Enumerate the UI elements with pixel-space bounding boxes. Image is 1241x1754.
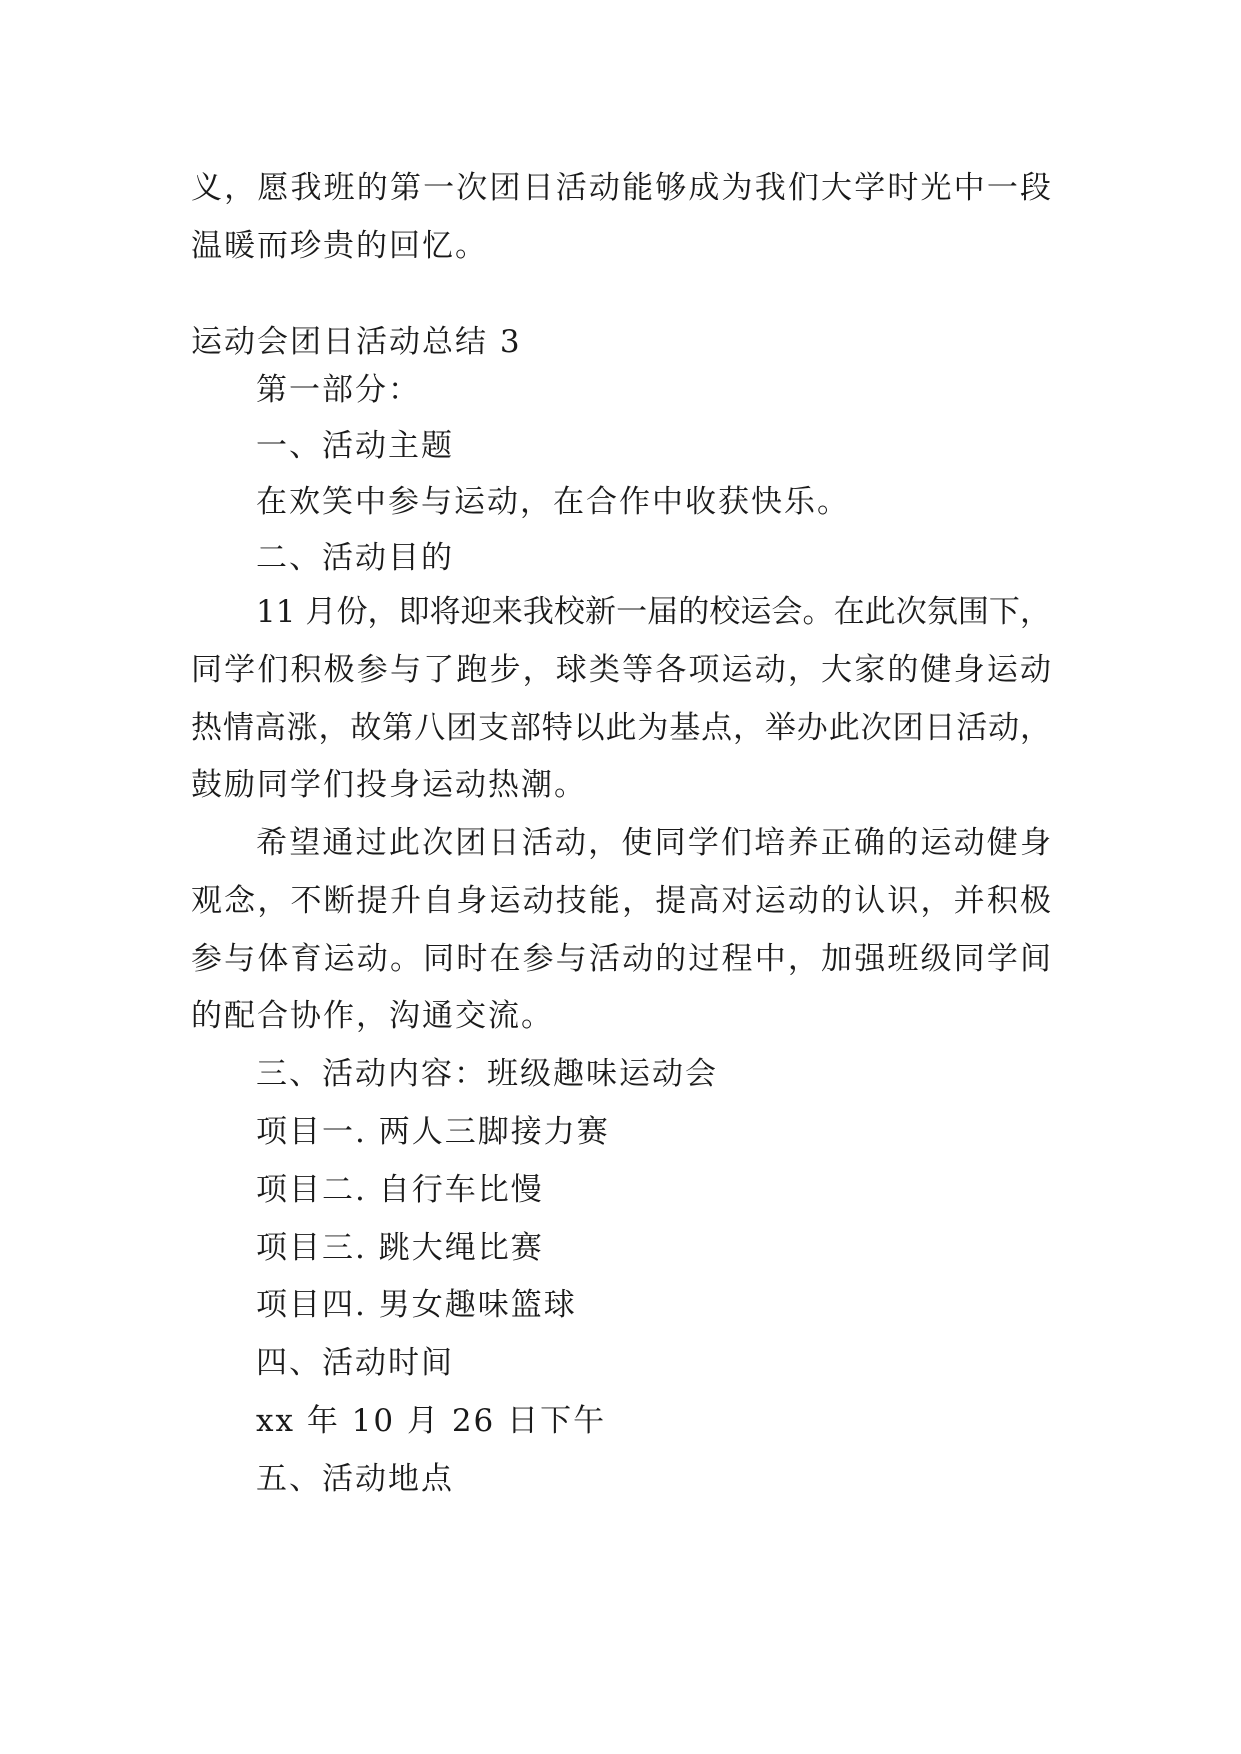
theme-heading: 一、活动主题 — [256, 428, 454, 464]
section-title: 运动会团日活动总结 3 — [191, 324, 522, 360]
purpose-paragraph-2-line-1: 希望通过此次团日活动，使同学们培养正确的运动健身 — [256, 825, 1051, 861]
purpose-heading: 二、活动目的 — [256, 540, 454, 576]
purpose-paragraph-1-line-2: 同学们积极参与了跑步，球类等各项运动，大家的健身运动 — [191, 652, 1051, 688]
continuation-line-2: 温暖而珍贵的回忆。 — [191, 228, 488, 264]
part-heading: 第一部分： — [256, 372, 421, 408]
purpose-paragraph-2-line-2: 观念，不断提升自身运动技能，提高对运动的认识，并积极 — [191, 883, 1051, 919]
theme-text: 在欢笑中参与运动，在合作中收获快乐。 — [256, 484, 850, 520]
purpose-paragraph-2-line-3: 参与体育运动。同时在参与活动的过程中，加强班级同学间 — [191, 941, 1051, 977]
item-4: 项目四. 男女趣味篮球 — [256, 1287, 577, 1323]
continuation-line-1: 义，愿我班的第一次团日活动能够成为我们大学时光中一段 — [191, 170, 1051, 206]
time-text: xx 年 10 月 26 日下午 — [256, 1403, 607, 1439]
content-heading: 三、活动内容：班级趣味运动会 — [256, 1056, 718, 1092]
item-1: 项目一. 两人三脚接力赛 — [256, 1114, 610, 1150]
purpose-paragraph-1-line-3: 热情高涨，故第八团支部特以此为基点，举办此次团日活动， — [191, 710, 1051, 746]
time-heading: 四、活动时间 — [256, 1345, 454, 1381]
purpose-paragraph-1-line-1: 11 月份，即将迎来我校新一届的校运会。在此次氛围下， — [256, 594, 1051, 630]
item-2: 项目二. 自行车比慢 — [256, 1172, 544, 1208]
purpose-paragraph-2-line-4: 的配合协作，沟通交流。 — [191, 998, 554, 1034]
item-3: 项目三. 跳大绳比赛 — [256, 1230, 544, 1266]
purpose-paragraph-1-line-4: 鼓励同学们投身运动热潮。 — [191, 767, 587, 803]
place-heading: 五、活动地点 — [256, 1461, 454, 1497]
